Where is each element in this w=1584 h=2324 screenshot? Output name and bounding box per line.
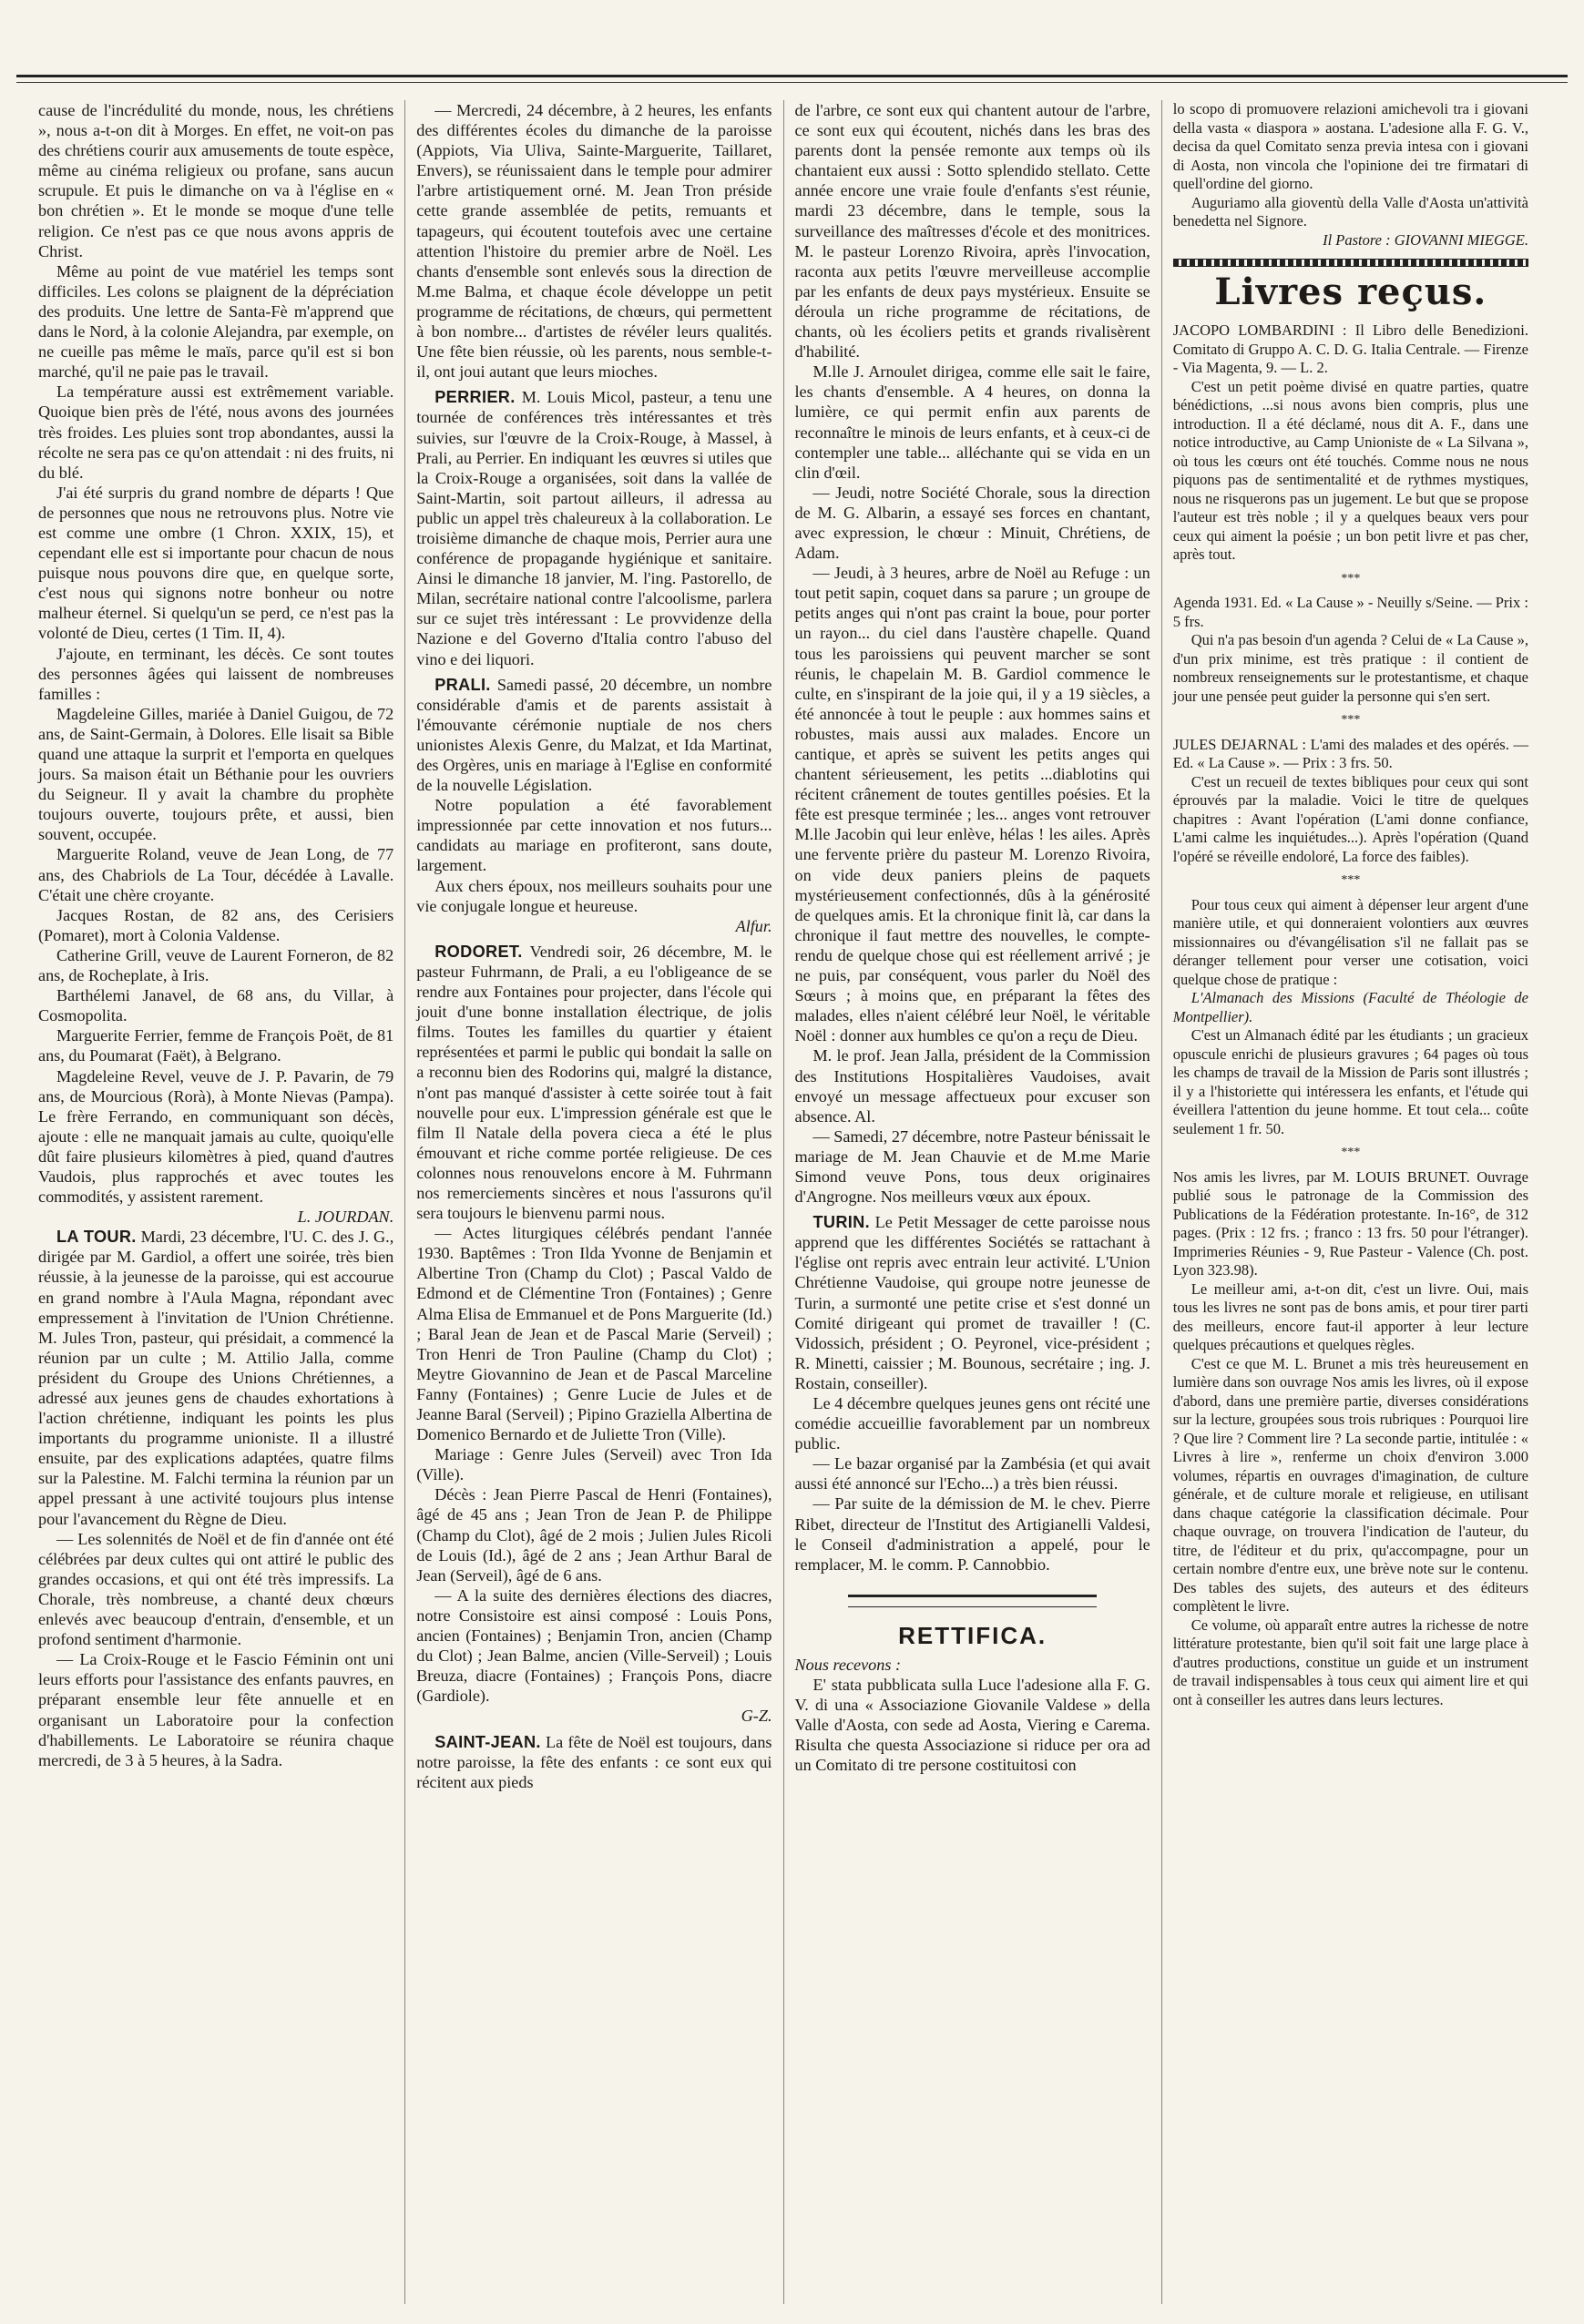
signature: L. JOURDAN.	[297, 1208, 394, 1227]
column-2	[404, 100, 782, 2304]
paragraph: Notre population a été favorablement impressionnée par cette innovation et nos futurs... candidats au mariage en profiteront, sans doute, largement.	[416, 796, 772, 875]
paragraph: Catherine Grill, veuve de Laurent Forneron, de 82 ans, de Rocheplate, à Iris.	[38, 945, 394, 985]
paragraph: Aux chers époux, nos meilleurs souhaits pour une vie conjugale longue et heureuse.	[416, 876, 772, 915]
rettifica-heading: RETTIFICA.	[898, 1621, 1047, 1649]
section-heading-saint-jean: SAINT-JEAN.	[434, 1732, 541, 1751]
paragraph: — Jeudi, à 3 heures, arbre de Noël au Refuge : un tout petit sapin, coquet dans sa parure ; un groupe de petits anges qui n'ont pas craint la boue, pour porter un rayon... du ciel dans l'austère chapelle. Quand tous les paroissiens qui peuvent marcher se sont réunis, le chapelain M. B. Gardiol commence le culte, en s'inspirant de la joie qui, il y a 19 siècles, a été annoncée à tout le peuple : aux hommes sains et robustes, mais aussi aux malades. Encore un cantique, et après se suivent les petits anges qui chantent sérieusement, les petits ...diablotins qui récitent crânement de toutes gentilles poésies. Et la fête est presque terminée ; les... anges vont retrouver M.lle Jacobin qui leur enlève, hélas ! les ailes. Après une fervente prière du pasteur M. Lorenzo Rivoira, on vide deux paniers pleins de paquets mystérieusement confectionnés, dûs à la générosité de quelques amis. Et la chronique finit là, car dans la chronique il faut mettre des nouvelles, le compte-rendu de quelque chose qui est réellement arrivé ; je ne puis, par conséquent, vous parler du Noël des Sœurs ; à moins que, en préparant la fêtes des malades, elles n'aient célébré leur Noël, le véritable Noël : donner aux humbles ce qu'on a reçu de Dieu.	[794, 564, 1150, 1045]
ornamental-divider	[1173, 259, 1528, 267]
paragraph: E' stata pubblicata sulla Luce l'adesione alla F. G. V. di una « Associazione Giovanile Valdese » della Valle d'Aosta, con sede ad Aosta, Viering e Carema. Risulta che questa Associazione si riduce per ora ad un Comitato di tre persone costituitosi con	[794, 1675, 1150, 1775]
book-entry: JULES DEJARNAL : L'ami des malades et des opérés. — Ed. « La Cause ». — Prix : 3 frs. 50.	[1172, 735, 1528, 771]
column-3	[783, 100, 1161, 2304]
separator-stars: ***	[1341, 873, 1361, 887]
column-4	[1161, 100, 1539, 2304]
paragraph: — Jeudi, notre Société Chorale, sous la direction de M. G. Albarin, a essayé ses forces en chantant, avec expression, le chœur : Minuit, Chrétiens, de Adam.	[794, 483, 1150, 563]
paragraph: Le meilleur ami, a-t-on dit, c'est un livre. Oui, mais tous les livres ne sont pas de bons amis, et pour tirer parti des meilleurs, encore faut-il apporter à leur lecture quelques précautions et quelques règles.	[1172, 1279, 1528, 1353]
section-heading-turin: TURIN.	[812, 1213, 870, 1232]
paragraph: — Mercredi, 24 décembre, à 2 heures, les enfants des différentes écoles du dimanche de la paroisse (Appiots, Via Uliva, Sainte-Marguerite, Taillaret, Envers), se réunissaient dans le temple pour admirer l'arbre artistiquement orné. M. Jean Tron préside cette grande assemblée de petits, remuants et tapageurs, qui écoutent toutefois avec une certaine attention l'histoire du premier arbre de Noël. Les chants d'ensemble sont enlevés sous la direction de M.me Balma, et chaque école développe un petit programme de récitations, de chœurs, qui permettent à bon nombre... d'artistes de révéler leurs qualités. Une fête bien réussie, où les parents, nous semble-t-il, ont joui autant que leurs mioches.	[416, 101, 772, 382]
paragraph: — Les solennités de Noël et de fin d'année ont été célébrées par deux cultes qui ont attiré le public des grandes occasions, et qui ont été très impressifs. La Chorale, très nombreuse, a chanté deux chœurs enlevés avec beaucoup d'entrain, d'ensemble, et un profond sentiment d'harmonie.	[38, 1529, 394, 1649]
paragraph: C'est ce que M. L. Brunet a mis très heureusement en lumière dans son ouvrage Nos amis les livres, où il expose d'abord, dans une première partie, diverses considérations sur la lecture, groupées sous trois rubriques : Pourquoi lire ? Que lire ? Comment lire ? La seconde partie, intitulée : « Livres à lire », renferme un choix d'environ 3.000 volumes, répartis en ouvrages d'imagination, de culture générale, et de culture morale et religieuse, en utilisant dans chaque catégorie la classification décimale. Pour chaque ouvrage, on trouvera l'indication de l'auteur, du titre, de l'éditeur et du prix, qu'accompagne, pour un certain nombre d'entre eux, une brève note sur le contenu. Des tables des sujets, des auteurs et des éditeurs complètent le livre.	[1172, 1354, 1528, 1615]
signature: Il Pastore : GIOVANNI MIEGGE.	[1323, 230, 1528, 249]
paragraph: La température aussi est extrêmement variable. Quoique bien près de l'été, nous avons des journées très froides. Les pluies sont trop abondantes, aussi la récolte ne sera pas ce qu'on attendait : ni des fruits, ni du blé.	[38, 382, 394, 482]
paragraph: Pour tous ceux qui aiment à dépenser leur argent d'une manière utile, et qui donneraient volontiers aux œuvres missionnaires ou d'évangélisation s'il ne fallait pas se déranger tellement pour verser une cotisation, voici quelque chose de pratique :	[1172, 895, 1528, 988]
book-entry: JACOPO LOMBARDINI : Il Libro delle Benedizioni. Comitato di Gruppo A. C. D. G. Italia Centrale. — Firenze - Via Magenta, 9. — L. 2.	[1172, 321, 1528, 376]
paragraph: M. le prof. Jean Jalla, président de la Commission des Institutions Hospitalières Vaudoises, avait envoyé un message affectueux pour excuser son absence. Al.	[794, 1046, 1150, 1126]
paragraph: lo scopo di promuovere relazioni amichevoli tra i giovani della vasta « diaspora » aostana. L'adesione alla F. G. V., decisa da quel Comitato senza previa intesa con i giovani di Aosta, non vincola che l'opinione dei tre firmatari di quell'ordine del giorno.	[1172, 100, 1528, 192]
separator-stars: ***	[1341, 1146, 1361, 1159]
section-heading-perrier: PERRIER.	[434, 388, 516, 407]
signature: G-Z.	[741, 1707, 772, 1726]
paragraph: — Samedi, 27 décembre, notre Pasteur bénissait le mariage de M. Jean Chauvie et de M.me Marie Simond veuve Pons, tous deux originaires d'Angrogne. Nos meilleurs vœux aux époux.	[794, 1126, 1150, 1207]
paragraph: C'est un recueil de textes bibliques pour ceux qui sont éprouvés par la maladie. Voici le titre de quelques chapitres : Avant l'opération (L'ami donne confiance, L'ami calme les inquiétudes...). Après l'opération (Quand l'opéré se réveille endoloré, La force des faibles).	[1172, 772, 1528, 865]
paragraph: Jacques Rostan, de 82 ans, des Cerisiers (Pomaret), mort à Colonia Valdense.	[38, 905, 394, 944]
paragraph: Magdeleine Gilles, mariée à Daniel Guigou, de 72 ans, de Saint-Germain, à Dolores. Elle lisait sa Bible quand une attaque la surprit et l'emporta en quelques jours. Sa maison était un Béthanie pour les ouvriers du Seigneur. Il y avait la chambre du prophète toujours ouverte, toujours prête, et aussi, bien souvent, occupée.	[38, 704, 394, 844]
paragraph: — Par suite de la démission de M. le chev. Pierre Ribet, directeur de l'Institut des Artigianelli Valdesi, le Conseil d'administration a appelé, pour le remplacer, M. le comm. P. Cannobbio.	[794, 1494, 1150, 1574]
paragraph: Vendredi soir, 26 décembre, M. le pasteur Fuhrmann, de Prali, a eu l'obligeance de se rendre aux Fontaines pour projecter, dans l'école qui jouit d'une bonne installation électrique, de jolis films. Toutes les familles du quartier y étaient représentées et parmi le public qui bondait la salle on a reconnu bien des Rodorins qui, malgré la distance, n'ont pas manqué d'assister à cette soirée tout à fait nouvelle pour eux. L'impression générale est que le film Il Natale della povera cieca a été le plus émouvant et riche comme portée religieuse. De ces colonnes nous renouvelons encore à M. Fuhrmann nos remerciements sincères et nous l'assurons qu'il sera toujours le bienvenu parmi nous.	[416, 942, 772, 1223]
paragraph: L'Almanach des Missions (Faculté de Théologie de Montpellier).	[1172, 989, 1528, 1025]
paragraph: Marguerite Ferrier, femme de François Poët, de 81 ans, du Poumarat (Faët), à Belgrano.	[38, 1026, 394, 1065]
paragraph: Même au point de vue matériel les temps sont difficiles. Les colons se plaignent de la dépréciation des produits. Une lettre de Santa-Fè m'apprend que dans le Nord, à la colonie Alejandra, par exemple, on ne cueille pas même le maïs, parce qu'il est si bon marché, qu'il ne paie pas le travail.	[38, 261, 394, 382]
paragraph: Qui n'a pas besoin d'un agenda ? Celui de « La Cause », d'un prix minime, est très pratique : il contient de nombreux renseignements sur le protestantisme, et chaque jour une pensée peut guider la personne qui s'en sert.	[1172, 631, 1528, 705]
paragraph: M. Louis Micol, pasteur, a tenu une tournée de conférences très intéressantes et très suivies, sur l'œuvre de la Croix-Rouge, à Massel, à Prali, au Perrier. En indiquant les œuvres si utiles que la Croix-Rouge a organisées, soit dans la vallée de Saint-Martin, soit partout ailleurs, il adressa au public un appel très chaleureux à la collaboration. Le troisième dimanche de chaque mois, Perrier aura une conférence de propagande hygiénique et sanitaire. Ainsi le dimanche 18 janvier, M. l'ing. Pastorello, de Milan, secrétaire national contre l'alcoolisme, parlera sur ce sujet très intéressant : Le provvidenze della Nazione e del Governo d'Italia contro l'abuso del vino e dei liquori.	[416, 388, 772, 668]
paragraph: Mardi, 23 décembre, l'U. C. des J. G., dirigée par M. Gardiol, a offert une soirée, très bien réussie, à la jeunesse de la paroisse, qui est accourue en grand nombre à l'Aula Magna, répondant avec empressement à l'invitation de l'Union Chrétienne. M. Jules Tron, pasteur, qui présidait, a commencé la réunion par un culte ; M. Attilio Jalla, comme président du Groupe des Unions Chrétiennes, a adressé aux jeunes gens de chaudes exhortations à l'action chrétienne, indiquant les points les plus importants du programme unioniste. Il a illustré ensuite, par des explications adaptées, quatre films sur la Palestine. M. Falchi termina la réunion par un appel pressant à une activité toujours plus intense pour l'avancement du Règne de Dieu.	[38, 1228, 394, 1528]
rettifica-lead: Nous recevons :	[794, 1655, 902, 1674]
paragraph: Mariage : Genre Jules (Serveil) avec Tron Ida (Ville).	[416, 1445, 772, 1484]
paragraph: Magdeleine Revel, veuve de J. P. Pavarin, de 79 ans, de Mourcious (Rorà), à Monte Nievas (Pampa). Le frère Ferrando, en communiquant son décès, ajoute : elle ne manquait jamais au culte, quoiqu'elle dût faire plusieurs kilomètres à pied, quand d'autres Vaudois, plus rapprochés et avec toutes les commodités, y assistent rarement.	[38, 1066, 394, 1207]
separator-stars: ***	[1341, 571, 1361, 586]
top-rule	[16, 75, 1568, 77]
top-rule-thin	[16, 82, 1568, 83]
paragraph: — Actes liturgiques célébrés pendant l'année 1930. Baptêmes : Tron Ilda Yvonne de Benjamin et Albertine Tron (Champ du Clot) ; Pascal Valdo de Edmond et de Clémentine Tron (Fontaines) ; Genre Alma Elisa de Emmanuel et de Pons Marguerite (Id.) ; Baral Jean de Jean et de Pascal Marie (Serveil) ; Tron Henri de Tron Pauline (Champ du Clot) ; Meytre Giovannino de Jean et de Pascal Marceline Fanny (Fontaines) ; Genre Lucie de Jules et de Jeanne Baral (Serveil) ; Pipino Graziella Albertina de Domenico Bernardo et de Juliette Tron (Ville).	[416, 1224, 772, 1444]
livres-recus-title: Livres reçus.	[1214, 270, 1487, 313]
paragraph: C'est un petit poème divisé en quatre parties, quatre bénédictions, ...si nous avons bien compris, plus une introduction. Il a été déclamé, nous dit A. F., dans une notice introductive, au Camp Unioniste de « La Silvana », où tous les cœurs ont été touchés. Comme nous ne nous piquons pas de sentimentalité et de rythmes mystiques, nous ne risquerons pas un jugement. Le but que se propose l'auteur est très noble ; il y a quelques beaux vers pour ceux qui aiment la poésie ; un bon petit livre et pas cher, après tout.	[1172, 377, 1528, 563]
paragraph: de l'arbre, ce sont eux qui chantent autour de l'arbre, ce sont eux qui écoutent, nichés dans les bras des parents dont la pensée remonte aux temps où ils chantaient eux aussi : Sotto splendido stellato. Cette année encore une vraie foule d'enfants s'est réunie, mardi 23 décembre, dans le temple, sous la surveillance des maîtresses d'école et des monitrices. M. le pasteur Lorenzo Rivoira, après l'invocation, raconta aux petits l'œuvre merveilleuse accomplie par les enfants de deux pays mystérieux. Ensuite se déroula un riche programme de récitations, de chants, où les écoliers petits et grands rivalisèrent d'habilité.	[794, 101, 1150, 362]
paragraph: — A la suite des dernières élections des diacres, notre Consistoire est ainsi composé : Louis Pons, ancien (Fontaines) ; Benjamin Tron, ancien (Champ du Clot) ; Jean Balme, ancien (Ville-Serveil) ; Louis Breuza, diacre (Fontaines) ; François Pons, diacre (Gardiole).	[416, 1585, 772, 1706]
paragraph: J'ajoute, en terminant, les décès. Ce sont toutes des personnes âgées qui laissent de nombreuses familles :	[38, 644, 394, 703]
paragraph: Marguerite Roland, veuve de Jean Long, de 77 ans, des Chabriols de La Tour, décédée à Lavalle. C'était une chère croyante.	[38, 845, 394, 904]
column-1	[27, 100, 404, 2304]
paragraph: Décès : Jean Pierre Pascal de Henri (Fontaines), âgé de 45 ans ; Jean Tron de Jean P. de Philippe (Champ du Clot), âgé de 2 mois ; Julien Jules Ricoli de Louis (Id.), âgé de 2 ans ; Jean Arthur Baral de Jean (Serveil), âgé de 6 ans.	[416, 1485, 772, 1585]
book-entry: Nos amis les livres, par M. LOUIS BRUNET. Ouvrage publié sous le patronage de la Commission des Publications de la Fédération protestante. In-16°, de 312 pages. (Prix : 12 frs. ; franco : 13 frs. 50 pour l'étranger). Imprimeries Réunies - 9, Rue Pasteur - Valence (Ch. post. Lyon 323.98).	[1172, 1167, 1528, 1279]
section-heading-latour: LA TOUR.	[56, 1228, 137, 1247]
paragraph: Auguriamo alla gioventù della Valle d'Aosta un'attività benedetta nel Signore.	[1172, 193, 1528, 229]
paragraph: Ce volume, où apparaît entre autres la richesse de notre littérature protestante, bien qu'il soit fait une large place à d'autres productions, constitue un guide et un instrument de travail indispensables à tous ceux qui aiment lire et qui ont à conseiller les autres dans leurs lectures.	[1172, 1616, 1528, 1708]
paragraph: — La Croix-Rouge et le Fascio Féminin ont uni leurs efforts pour l'assistance des enfants pauvres, en préparant ensemble leur fête annuelle et en organisant un Laboratoire pour la confection d'habillements. Le Laboratoire se réunira chaque mercredi, de 3 à 5 heures, à la Sadra.	[38, 1650, 394, 1769]
paragraph: J'ai été surpris du grand nombre de départs ! Que de personnes que nous ne retrouvons plus. Notre vie est comme une ombre (1 Chron. XXIX, 15), et cependant elle est si importante pour chacun de nous puisque nous pouvons dire que, en quelque sorte, c'est nous qui signons notre bonheur ou notre malheur éternel. Si quelqu'un se perd, ce n'est pas la volonté de Dieu, certes (1 Tim. II, 4).	[38, 483, 394, 643]
paragraph: Samedi passé, 20 décembre, un nombre considérable d'amis et de parents assistait à l'émouvante cérémonie nuptiale de nos chers unionistes Alexis Genre, du Malzat, et Ida Martinat, des Orgères, unis en mariage à l'Eglise en conformité de la nouvelle Législation.	[416, 675, 772, 795]
paragraph: Barthélemi Janavel, de 68 ans, du Villar, à Cosmopolita.	[38, 986, 394, 1025]
divider-ornament	[848, 1595, 1097, 1607]
paragraph: — Le bazar organisé par la Zambésia (et qui avait aussi été annoncé sur l'Echo...) a très bien réussi.	[794, 1454, 1150, 1493]
paragraph: M.lle J. Arnoulet dirigea, comme elle sait le faire, les chants d'ensemble. A 4 heures, on donna la lumière, ce qui permit enfin aux parents de reconnaître le minois de leurs enfants, et à ceux-ci de contempler une table... alléchante qui se vida en un clin d'œil.	[794, 362, 1150, 482]
paragraph: cause de l'incrédulité du monde, nous, les chrétiens », nous a-t-on dit à Morges. En effet, ne voit-on pas des chrétiens courir aux amusements de toute espèce, même au cinéma religieux ou profane, sans aucun scrupule. Et puis le dimanche on va à l'église en « bon chrétien ». Et le monde se moque d'une telle religion. Ce n'est pas ce que nous avons appris de Christ.	[38, 101, 394, 260]
section-heading-prali: PRALI.	[434, 675, 491, 694]
paragraph: Le Petit Messager de cette paroisse nous apprend que les différentes Sociétés se rattachant à l'église ont repris avec entrain leur activité. L'Union Chrétienne Vaudoise, qui groupe notre jeunesse de Turin, a surmonté une petite crise et s'est donné un Comité dirigeant qui promet de travailler ! (C. Vidossich, président ; O. Peyronel, vice-président ; R. Minetti, caissier ; M. Bounous, secrétaire ; ing. J. Rostain, conseiller).	[794, 1213, 1150, 1392]
paragraph: C'est un Almanach édité par les étudiants ; un gracieux opuscule enrichi de plusieurs gravures ; 64 pages où tous les champs de travail de la Mission de Paris sont illustrés ; il y a l'historiette qui intéressera les enfants, et l'étude qui éveillera l'attention du jeune homme. Et tout cela... coûte seulement 1 fr. 50.	[1172, 1026, 1528, 1137]
section-heading-rodoret: RODORET.	[434, 942, 523, 961]
signature: Alfur.	[735, 916, 772, 935]
separator-stars: ***	[1341, 713, 1361, 727]
book-entry: Agenda 1931. Ed. « La Cause » - Neuilly s/Seine. — Prix : 5 frs.	[1172, 594, 1528, 630]
columns	[27, 100, 1539, 2304]
paragraph: La fête de Noël est toujours, dans notre paroisse, la fête des enfants : ce sont eux qui récitent aux pieds	[416, 1732, 772, 1791]
paragraph: Le 4 décembre quelques jeunes gens ont récité une comédie accueillie favorablement par un nombreux public.	[794, 1394, 1150, 1453]
